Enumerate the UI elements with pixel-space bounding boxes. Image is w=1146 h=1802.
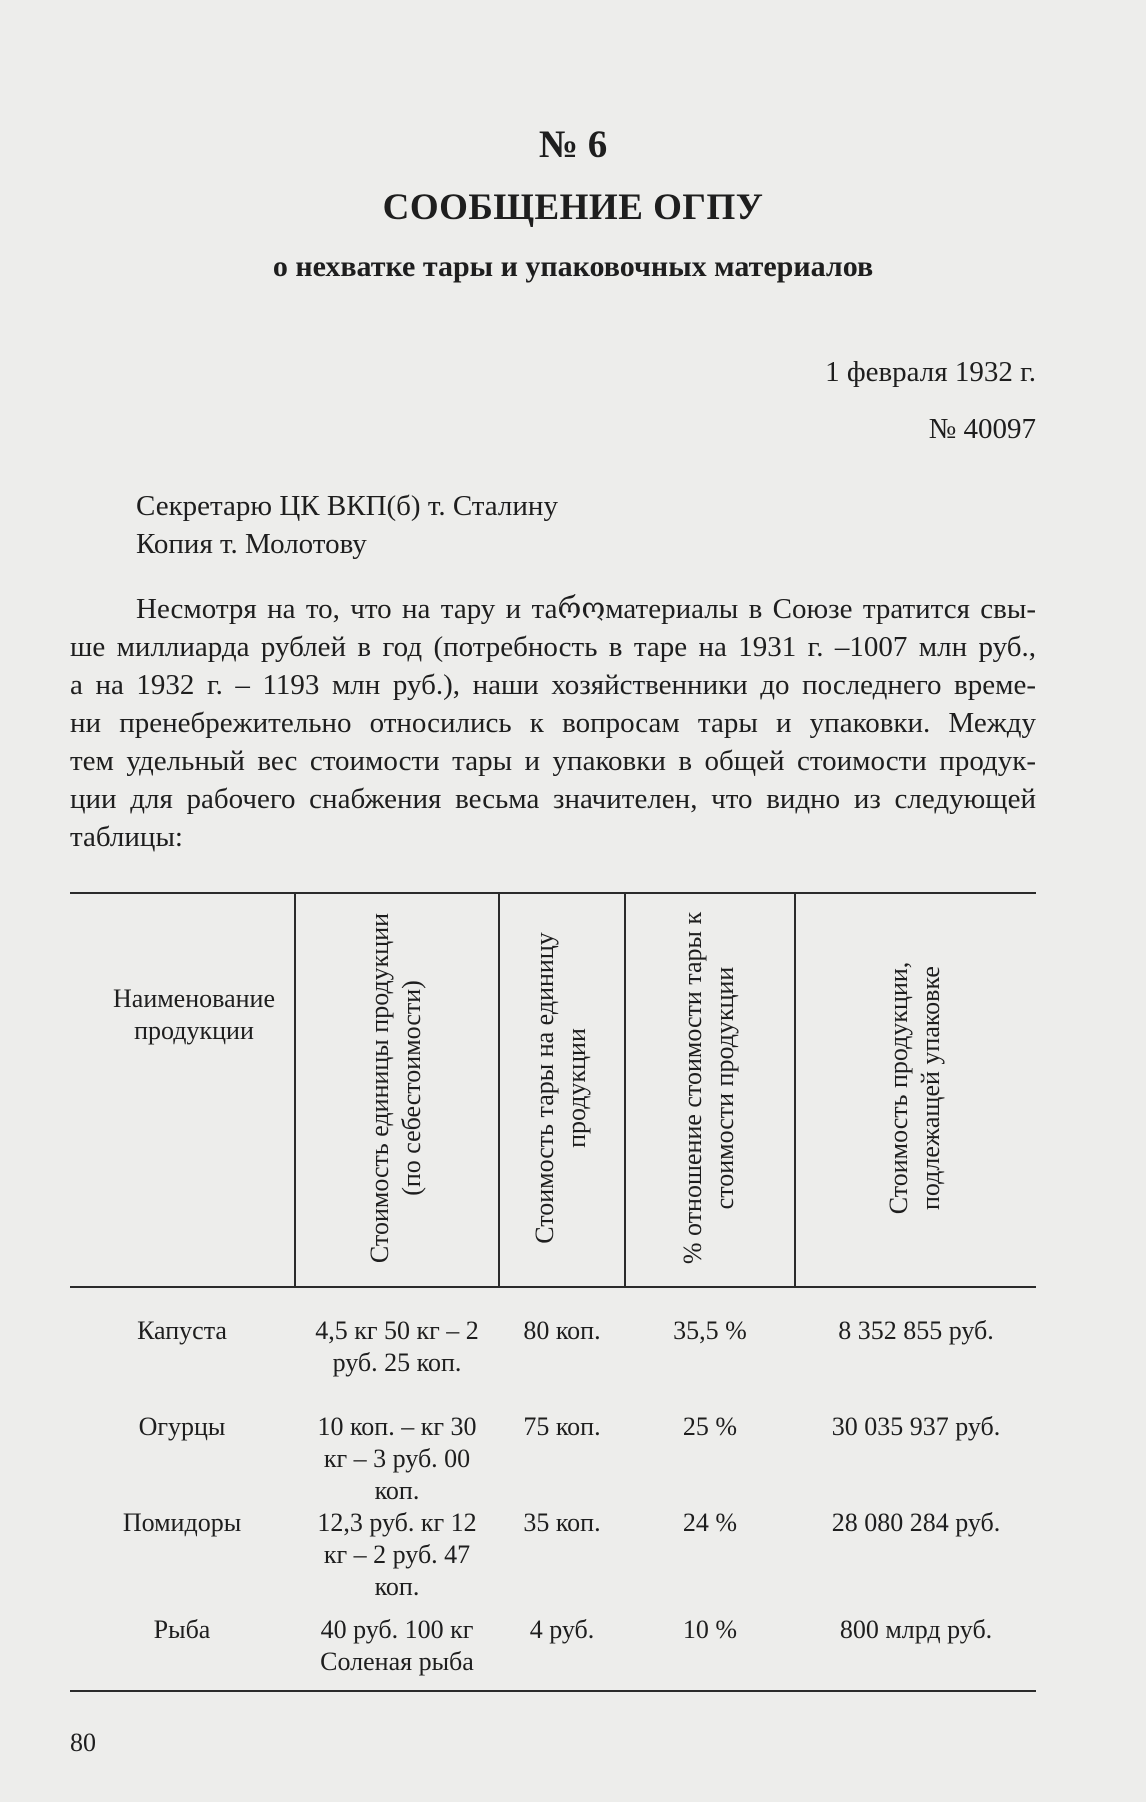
table-cell-tara-cost: 4 руб. [529,1615,595,1644]
document-date: 1 февраля 1932 г. [825,356,1036,388]
table-cell-name: Рыба [153,1615,211,1644]
body-paragraph [70,590,1036,856]
paragraph-line: ни пренебрежительно относились к вопросам тары и упаковки. Между [70,707,1036,739]
table-cell-total: 28 080 284 руб. [831,1508,1001,1537]
table-top-rule [70,892,1036,894]
table-cell-ratio: 25 % [682,1412,738,1441]
table-cell-unit-cost: 40 руб. 100 кг Соленая рыба [320,1615,474,1676]
table-cell-total: 8 352 855 руб. [838,1316,994,1345]
document-title: СООБЩЕНИЕ ОГПУ [382,187,764,228]
table-cell-ratio: 35,5 % [673,1316,747,1345]
table-cell-ratio: 10 % [682,1615,738,1644]
page-number: 80 [70,1728,96,1757]
table-cell-unit-cost: 4,5 кг 50 кг – 2 руб. 25 коп. [315,1316,479,1377]
paragraph-line: Несмотря на то, что на тару и таროматериалы в Союзе тратится свы- [136,593,1036,625]
table-cell-unit-cost: 10 коп. – кг 30 кг – 3 руб. 00 коп. [317,1412,477,1505]
paragraph-line: таблицы: [70,821,183,853]
paragraph-line: тем удельный вес стоимости тары и упаковки в общей стоимости продук- [70,745,1036,777]
header-ratio: % отношение стоимости тары к стоимости продукции [678,911,739,1265]
table-cell-name: Помидоры [122,1508,242,1537]
paragraph-line: ше миллиарда рублей в год (потребность в таре на 1931 г. –1007 млн руб., [70,631,1036,663]
table-bottom-rule [70,1690,1036,1692]
table-cell-tara-cost: 80 коп. [523,1316,601,1345]
table-cell-tara-cost: 35 коп. [523,1508,601,1537]
header-product-name: Наименование продукции [113,984,275,1045]
addressee-line: Секретарю ЦК ВКП(б) т. Сталину [136,490,558,522]
document-subtitle: о нехватке тары и упаковочных материалов [272,250,874,283]
column-divider [294,892,296,1286]
document-number: № 6 [538,123,608,166]
column-divider [498,892,500,1286]
header-tara-cost: Стоимость тары на единицу продукции [530,932,591,1244]
table-cell-name: Огурцы [138,1412,226,1441]
table-cell-name: Капуста [137,1316,227,1345]
table-header-rule [70,1286,1036,1288]
table-cell-unit-cost: 12,3 руб. кг 12 кг – 2 руб. 47 коп. [317,1508,477,1601]
registration-number: № 40097 [928,413,1036,445]
column-divider [794,892,796,1286]
header-total-cost: Стоимость продукции, подлежащей упаковке [884,961,945,1215]
column-divider [624,892,626,1286]
table-cell-ratio: 24 % [682,1508,738,1537]
paragraph-line: а на 1932 г. – 1193 млн руб.), наши хозяйственники до последнего време- [70,669,1036,701]
table-cell-total: 800 млрд руб. [839,1615,993,1644]
header-unit-cost: Стоимость единицы продукции (по себестоимости) [365,912,426,1264]
table-cell-tara-cost: 75 коп. [523,1412,601,1441]
copy-line: Копия т. Молотову [136,528,367,560]
paragraph-line: ции для рабочего снабжения весьма значителен, что видно из следующей [70,783,1036,815]
addressee-block [136,487,558,563]
table-cell-total: 30 035 937 руб. [831,1412,1001,1441]
